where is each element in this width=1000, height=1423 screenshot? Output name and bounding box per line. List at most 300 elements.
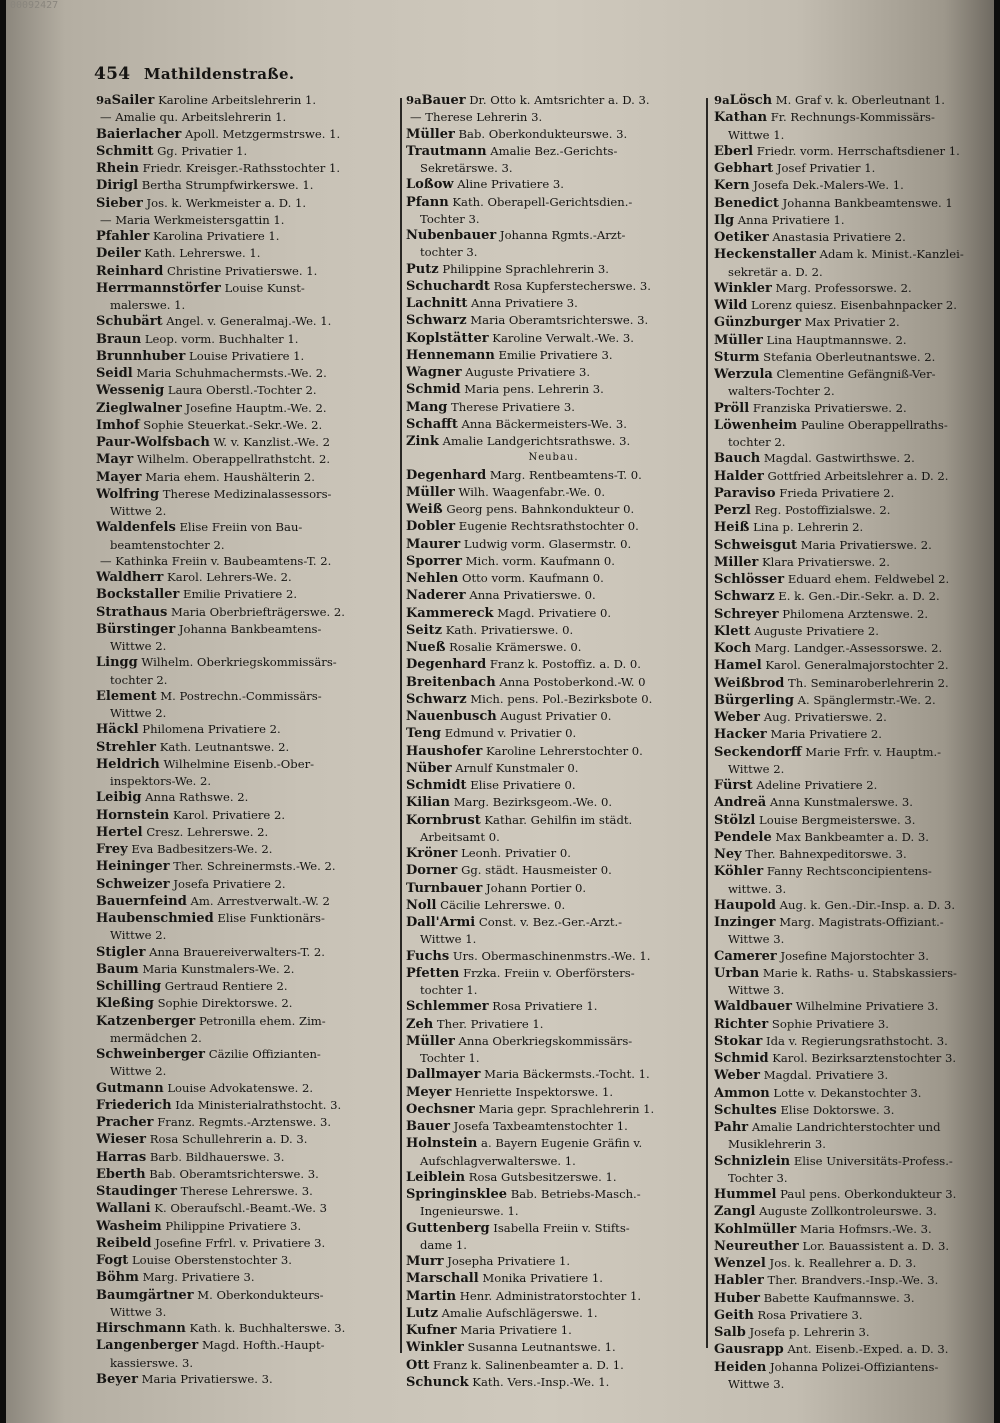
resident-name: Imhof bbox=[96, 417, 140, 433]
resident-name: Schwarz bbox=[406, 313, 467, 329]
entry-continuation bbox=[406, 829, 701, 845]
entry-text: Maria Privatierswe. 3. bbox=[141, 1371, 273, 1386]
entry-text: Anna Kunstmalerswe. 3. bbox=[769, 795, 913, 810]
resident-name: Hennemann bbox=[406, 347, 495, 363]
entry-continuation bbox=[96, 773, 396, 789]
column-divider bbox=[706, 98, 708, 1348]
directory-entry bbox=[406, 176, 701, 193]
directory-entry bbox=[714, 468, 984, 485]
directory-entry bbox=[714, 400, 984, 417]
resident-name: Dorner bbox=[406, 863, 458, 879]
resident-name: Sturm bbox=[714, 349, 760, 365]
entry-text: Maria Kunstmalers-We. 2. bbox=[142, 961, 295, 976]
resident-name: Paraviso bbox=[714, 485, 776, 501]
entry-text: walters-Tochter 2. bbox=[728, 384, 835, 399]
resident-name: Paur-Wolfsbach bbox=[96, 435, 210, 450]
resident-name: Teng bbox=[406, 726, 441, 742]
entry-text: Eva Badbesitzers-We. 2. bbox=[131, 842, 273, 856]
directory-entry bbox=[714, 914, 984, 931]
resident-name: Richter bbox=[714, 1016, 769, 1032]
entry-text: Therese Lehrerswe. 3. bbox=[180, 1184, 313, 1198]
resident-name: Noll bbox=[406, 897, 437, 913]
entry-text: Cresz. Lehrerswe. 2. bbox=[146, 824, 269, 839]
directory-entry bbox=[714, 623, 984, 640]
resident-name: Hornstein bbox=[96, 807, 170, 823]
entry-text: mermädchen 2. bbox=[110, 1030, 202, 1045]
directory-entry bbox=[714, 297, 984, 314]
directory-entry bbox=[406, 1118, 701, 1135]
entry-continuation bbox=[96, 1304, 396, 1320]
resident-name: Köhler bbox=[714, 864, 764, 880]
entry-continuation bbox=[96, 927, 396, 943]
entry-continuation bbox=[714, 1136, 984, 1152]
entry-text: Maria Oberamtsrichterswe. 3. bbox=[470, 313, 649, 328]
entry-text: Karol. Bezirksarztenstochter 3. bbox=[772, 1051, 957, 1065]
directory-entry bbox=[714, 1186, 984, 1203]
entry-text: Sekretärswe. 3. bbox=[420, 161, 513, 175]
resident-name: Nehlen bbox=[406, 571, 459, 586]
directory-entry bbox=[714, 965, 984, 982]
entry-text: Maria Oberbriefträgerswe. 2. bbox=[171, 604, 345, 619]
directory-entry bbox=[96, 195, 396, 212]
entry-text: Wilhelm. Oberkriegskommissärs- bbox=[141, 655, 337, 670]
entry-continuation bbox=[714, 127, 984, 143]
resident-name: Baumgärtner bbox=[96, 1287, 194, 1303]
directory-entry bbox=[96, 756, 396, 773]
directory-entry bbox=[714, 777, 984, 794]
resident-name: Stölzl bbox=[714, 812, 756, 828]
directory-entry bbox=[714, 1203, 984, 1220]
resident-name: Häckl bbox=[96, 722, 139, 738]
resident-name: Kufner bbox=[406, 1323, 457, 1338]
entry-text: Sophie Direktorswe. 2. bbox=[157, 996, 293, 1011]
resident-name: Wallani bbox=[96, 1201, 151, 1217]
entry-text: Clementine Gefängniß-Ver- bbox=[776, 367, 936, 381]
resident-name: Zeh bbox=[406, 1016, 434, 1032]
directory-entry bbox=[96, 1131, 396, 1148]
entry-text: Cäzilie Offizianten- bbox=[208, 1047, 321, 1061]
resident-name: Hertel bbox=[96, 824, 143, 840]
resident-name: Naderer bbox=[406, 588, 466, 604]
resident-name: Wolfring bbox=[96, 486, 160, 502]
resident-name: Nueß bbox=[406, 640, 446, 655]
directory-entry bbox=[406, 484, 701, 501]
entry-text: Lotte v. Dekanstochter 3. bbox=[773, 1085, 922, 1100]
resident-name: Harras bbox=[96, 1149, 147, 1165]
entry-text: Aug. k. Gen.-Dir.-Insp. a. D. 3. bbox=[779, 897, 956, 912]
directory-entry bbox=[406, 416, 701, 433]
resident-name: Reinhard bbox=[96, 263, 164, 279]
resident-name: Reibeld bbox=[96, 1235, 152, 1251]
entry-text: Philomena Arztenswe. 2. bbox=[782, 606, 929, 621]
entry-text: Wilhelmine Eisenb.-Ober- bbox=[163, 756, 315, 771]
directory-entry bbox=[406, 1270, 701, 1287]
resident-name: Hirschmann bbox=[96, 1321, 186, 1336]
entry-continuation bbox=[714, 761, 984, 777]
entry-text: Urs. Obermaschinenmstrs.-We. 1. bbox=[452, 948, 651, 963]
directory-entry bbox=[406, 794, 701, 811]
directory-entry bbox=[406, 708, 701, 725]
directory-entry bbox=[96, 280, 396, 297]
resident-name: Pahr bbox=[714, 1120, 749, 1135]
directory-entry bbox=[96, 417, 396, 434]
resident-name: Ilg bbox=[714, 212, 735, 228]
directory-entry bbox=[714, 709, 984, 726]
entry-text: Fr. Rechnungs-Kommissärs- bbox=[770, 110, 935, 125]
directory-entry bbox=[406, 536, 701, 553]
directory-entry bbox=[714, 1324, 984, 1341]
directory-entry bbox=[406, 605, 701, 622]
resident-name: Weiß bbox=[406, 502, 443, 517]
entry-text: Therese Privatiere 3. bbox=[451, 399, 575, 414]
resident-name: Schmid bbox=[406, 382, 461, 398]
entry-text: Wittwe 2. bbox=[110, 639, 167, 653]
resident-name: Fürst bbox=[714, 778, 753, 793]
entry-text: Louise Advokatenswe. 2. bbox=[167, 1080, 314, 1095]
resident-name: Wenzel bbox=[714, 1256, 766, 1271]
directory-entry bbox=[406, 1186, 701, 1203]
entry-text: Maria Hofmsrs.-We. 3. bbox=[799, 1221, 932, 1236]
resident-name: Kern bbox=[714, 178, 750, 194]
entry-text: dame 1. bbox=[420, 1237, 467, 1252]
house-number: 9a bbox=[714, 93, 730, 107]
resident-name: Hummel bbox=[714, 1187, 777, 1202]
resident-name: Eberl bbox=[714, 143, 754, 159]
directory-entry bbox=[96, 92, 396, 109]
entry-text: Marg. Landger.-Assessorswe. 2. bbox=[754, 641, 943, 655]
resident-name: Müller bbox=[714, 332, 763, 348]
entry-continuation bbox=[406, 1153, 701, 1169]
entry-text: Babette Kaufmannswe. 3. bbox=[763, 1290, 915, 1305]
entry-text: Otto vorm. Kaufmann 0. bbox=[461, 571, 604, 585]
entry-text: Cäcilie Lehrerswe. 0. bbox=[440, 897, 566, 912]
resident-name: Bockstaller bbox=[96, 587, 180, 603]
entry-text: wittwe. 3. bbox=[728, 881, 787, 896]
resident-name: Miller bbox=[714, 554, 759, 570]
entry-text: Fanny Rechtsconcipientens- bbox=[766, 864, 932, 879]
directory-entry bbox=[714, 675, 984, 692]
resident-name: Katzenberger bbox=[96, 1013, 196, 1029]
entry-text: A. Spänglermstr.-We. 2. bbox=[797, 692, 936, 707]
entry-text: Gg. städt. Hausmeister 0. bbox=[461, 863, 612, 878]
entry-text: Leonh. Privatier 0. bbox=[461, 846, 571, 860]
entry-text: Bab. Betriebs-Masch.- bbox=[510, 1187, 641, 1201]
directory-entry bbox=[714, 588, 984, 605]
entry-text: Mich. pens. Pol.-Bezirksbote 0. bbox=[470, 691, 653, 706]
entry-text: sekretär a. D. 2. bbox=[728, 264, 823, 279]
directory-entry bbox=[714, 537, 984, 554]
directory-entry bbox=[96, 910, 396, 927]
entry-text: Isabella Freiin v. Stifts- bbox=[493, 1220, 630, 1235]
entry-text: Anna Privatiere 1. bbox=[737, 212, 845, 227]
resident-name: Mang bbox=[406, 399, 448, 415]
resident-name: Bauer bbox=[406, 1119, 450, 1134]
directory-entry bbox=[96, 961, 396, 978]
entry-continuation bbox=[406, 982, 701, 998]
resident-name: Schmid bbox=[714, 1051, 769, 1066]
entry-text: Magdal. Privatiere 3. bbox=[763, 1068, 889, 1083]
resident-name: Wessenig bbox=[96, 383, 165, 399]
entry-text: Edmund v. Privatier 0. bbox=[444, 726, 577, 741]
resident-name: Meyer bbox=[406, 1084, 452, 1100]
directory-entry bbox=[96, 348, 396, 365]
entry-text: Karoline Lehrerstochter 0. bbox=[486, 743, 643, 758]
entry-continuation bbox=[714, 881, 984, 897]
resident-name: Element bbox=[96, 688, 157, 704]
entry-continuation bbox=[406, 1203, 701, 1219]
entry-text: Philomena Privatiere 2. bbox=[142, 722, 281, 737]
directory-entry bbox=[96, 858, 396, 875]
resident-name: Müller bbox=[406, 484, 455, 500]
directory-entry bbox=[96, 365, 396, 382]
directory-entry bbox=[714, 143, 984, 160]
entry-text: Anna Brauereiverwalters-T. 2. bbox=[149, 944, 325, 959]
resident-name: Oetiker bbox=[714, 230, 769, 245]
entry-text: Ant. Eisenb.-Exped. a. D. 3. bbox=[787, 1342, 949, 1357]
entry-text: Adam k. Minist.-Kanzlei- bbox=[819, 247, 964, 262]
directory-entry bbox=[406, 1374, 701, 1391]
resident-name: Winkler bbox=[406, 1340, 464, 1356]
directory-entry bbox=[406, 1101, 701, 1118]
entry-text: Philippine Sprachlehrerin 3. bbox=[442, 261, 609, 276]
directory-entry bbox=[96, 382, 396, 399]
entry-continuation bbox=[406, 1050, 701, 1066]
entry-text: Ida Ministerialrathstocht. 3. bbox=[175, 1097, 342, 1112]
entry-text: Wittwe 3. bbox=[728, 1376, 785, 1391]
resident-name: Haupold bbox=[714, 897, 776, 913]
entry-text: Ingenieurswe. 1. bbox=[420, 1204, 519, 1219]
entry-text: Kath. Lehrerswe. 1. bbox=[144, 246, 261, 261]
resident-name: Urban bbox=[714, 965, 760, 981]
resident-name: Schweinberger bbox=[96, 1047, 206, 1062]
entry-text: Louise Bergmeisterswe. 3. bbox=[759, 812, 916, 827]
entry-text: Auguste Zollkontroleurswe. 3. bbox=[759, 1204, 937, 1219]
entry-text: Musiklehrerin 3. bbox=[728, 1137, 826, 1152]
resident-name: Nüber bbox=[406, 760, 452, 776]
entry-text: Mich. vorm. Kaufmann 0. bbox=[465, 553, 615, 568]
directory-entry bbox=[96, 893, 396, 910]
entry-continuation bbox=[406, 211, 701, 227]
resident-name: Fuchs bbox=[406, 948, 450, 964]
resident-name: Weber bbox=[714, 710, 761, 725]
directory-entry bbox=[96, 688, 396, 705]
directory-entry bbox=[96, 586, 396, 603]
resident-name: Weißbrod bbox=[714, 675, 785, 691]
entry-text: Gg. Privatier 1. bbox=[157, 143, 248, 158]
entry-text: Lina p. Lehrerin 2. bbox=[753, 520, 864, 535]
directory-entry bbox=[406, 587, 701, 604]
directory-entry bbox=[714, 109, 984, 126]
directory-entry bbox=[96, 331, 396, 348]
entry-text: Karol. Generalmajorstochter 2. bbox=[765, 658, 949, 673]
directory-entry bbox=[96, 1097, 396, 1114]
directory-entry bbox=[96, 1080, 396, 1097]
entry-text: Anna Privatierswe. 0. bbox=[469, 588, 596, 603]
entry-text: Josefine Majorstochter 3. bbox=[780, 948, 929, 963]
entry-text: Kathar. Gehilfin im städt. bbox=[484, 812, 633, 827]
resident-name: Friederich bbox=[96, 1097, 172, 1113]
entry-text: Wittwe 2. bbox=[110, 1064, 167, 1079]
entry-text: Josefine Frfrl. v. Privatiere 3. bbox=[155, 1235, 326, 1250]
entry-text: Anna Postoberkond.-W. 0 bbox=[499, 674, 646, 689]
entry-text: Auguste Privatiere 3. bbox=[465, 365, 591, 379]
entry-text: Aufschlagverwalterswe. 1. bbox=[420, 1153, 576, 1168]
resident-name: Sporrer bbox=[406, 553, 462, 569]
directory-entry bbox=[714, 314, 984, 331]
entry-text: Rosa Privatiere 3. bbox=[757, 1307, 863, 1322]
entry-text: Petronilla ehem. Zim- bbox=[198, 1013, 326, 1028]
resident-name: Marschall bbox=[406, 1271, 479, 1287]
resident-name: Huber bbox=[714, 1290, 760, 1306]
entry-text: Josef Privatier 1. bbox=[776, 161, 876, 175]
directory-entry bbox=[406, 261, 701, 278]
resident-name: Rhein bbox=[96, 161, 139, 176]
directory-entry bbox=[96, 1320, 396, 1337]
resident-name: Kilian bbox=[406, 795, 450, 811]
directory-entry bbox=[96, 876, 396, 893]
entry-text: Franz k. Postoffiz. a. D. 0. bbox=[489, 657, 641, 672]
entry-text: Rosa Kupferstecherswe. 3. bbox=[493, 278, 651, 293]
resident-name: Stokar bbox=[714, 1033, 763, 1049]
entry-text: M. Oberkondukteurs- bbox=[197, 1287, 324, 1302]
entry-continuation bbox=[96, 672, 396, 688]
directory-entry bbox=[96, 109, 396, 125]
directory-entry bbox=[96, 1337, 396, 1354]
resident-name: Ammon bbox=[714, 1085, 770, 1101]
resident-name: Kornbrust bbox=[406, 812, 481, 828]
directory-entry bbox=[96, 1200, 396, 1217]
resident-name: Heldrich bbox=[96, 756, 160, 772]
entry-continuation bbox=[714, 982, 984, 998]
entry-continuation bbox=[96, 1030, 396, 1046]
resident-name: Wieser bbox=[96, 1132, 147, 1148]
directory-entry bbox=[406, 1253, 701, 1270]
page-header bbox=[94, 64, 294, 84]
entry-text: Ther. Bahnexpeditorswe. 3. bbox=[745, 847, 907, 861]
resident-name: Schilling bbox=[96, 979, 162, 994]
directory-entry bbox=[406, 914, 701, 931]
entry-text: Gertraud Rentiere 2. bbox=[164, 979, 288, 993]
resident-name: Schultes bbox=[714, 1102, 777, 1118]
directory-entry bbox=[406, 880, 701, 897]
directory-entry bbox=[714, 450, 984, 467]
directory-entry bbox=[96, 1252, 396, 1269]
entry-text: Marg. Professorswe. 2. bbox=[775, 280, 912, 295]
directory-entry bbox=[96, 263, 396, 280]
directory-entry bbox=[714, 1016, 984, 1033]
directory-entry bbox=[406, 674, 701, 691]
resident-name: Leibig bbox=[96, 790, 142, 806]
resident-name: Kohlmüller bbox=[714, 1221, 797, 1237]
directory-entry bbox=[96, 1046, 396, 1063]
directory-entry bbox=[406, 109, 701, 125]
directory-entry bbox=[406, 743, 701, 760]
resident-name: Pröll bbox=[714, 400, 750, 416]
entry-text: Kath. Oberapell-Gerichtsdien.- bbox=[452, 194, 633, 209]
directory-entry bbox=[406, 1305, 701, 1322]
directory-entry bbox=[406, 948, 701, 965]
entry-text: Ther. Privatiere 1. bbox=[436, 1016, 544, 1031]
directory-entry bbox=[406, 570, 701, 587]
entry-text: Rosalie Krämerswe. 0. bbox=[449, 640, 582, 654]
entry-text: Bab. Oberkondukteurswe. 3. bbox=[458, 126, 628, 141]
entry-text: Anna Oberkriegskommissärs- bbox=[458, 1033, 633, 1048]
directory-entry bbox=[714, 212, 984, 229]
entry-continuation bbox=[96, 537, 396, 553]
column-2 bbox=[406, 92, 701, 1391]
directory-entry bbox=[406, 622, 701, 639]
directory-entry bbox=[96, 451, 396, 468]
entry-text: Anna Rathswe. 2. bbox=[145, 790, 249, 805]
directory-entry bbox=[714, 897, 984, 914]
resident-name: Beyer bbox=[96, 1371, 138, 1387]
entry-text: Frzka. Freiin v. Oberförsters- bbox=[463, 965, 635, 980]
directory-entry bbox=[406, 399, 701, 416]
entry-text: Elise Universitäts-Profess.- bbox=[793, 1153, 953, 1168]
resident-name: Fogt bbox=[96, 1253, 129, 1268]
entry-text: Johann Portier 0. bbox=[486, 880, 587, 895]
entry-continuation bbox=[96, 297, 396, 313]
directory-entry bbox=[96, 1269, 396, 1286]
directory-entry bbox=[96, 1166, 396, 1183]
entry-text: Ida v. Regierungsrathstocht. 3. bbox=[766, 1033, 948, 1048]
entry-text: Marg. Rentbeamtens-T. 0. bbox=[489, 467, 642, 482]
entry-text: tochter 3. bbox=[420, 245, 478, 260]
resident-name: Müller bbox=[406, 126, 455, 142]
resident-name: Murr bbox=[406, 1254, 444, 1269]
entry-text: Wittwe 1. bbox=[728, 127, 785, 142]
resident-name: Schwarz bbox=[714, 589, 775, 605]
directory-entry bbox=[96, 313, 396, 330]
directory-entry bbox=[714, 1033, 984, 1050]
resident-name: Ott bbox=[406, 1357, 430, 1373]
resident-name: Schweisgut bbox=[714, 537, 798, 553]
resident-name: Putz bbox=[406, 261, 439, 277]
directory-entry bbox=[714, 692, 984, 709]
resident-name: Strathaus bbox=[96, 604, 168, 620]
resident-name: Bürgerling bbox=[714, 692, 794, 708]
entry-text: Johanna Bankbeamtenswe. 1 bbox=[782, 195, 953, 210]
resident-name: Werzula bbox=[714, 367, 773, 382]
resident-name: Gutmann bbox=[96, 1080, 164, 1096]
resident-name: Bauer bbox=[421, 93, 466, 108]
directory-entry bbox=[406, 1322, 701, 1339]
directory-entry bbox=[714, 1153, 984, 1170]
directory-entry bbox=[714, 1255, 984, 1272]
entry-text: Marg. Magistrats-Offiziant.- bbox=[779, 915, 944, 929]
directory-entry bbox=[714, 417, 984, 434]
entry-text: Elise Freiin von Bau- bbox=[179, 520, 303, 535]
resident-name: Eberth bbox=[96, 1166, 146, 1182]
entry-text: Karoline Arbeitslehrerin 1. bbox=[158, 93, 317, 107]
directory-entry bbox=[406, 1220, 701, 1237]
directory-page bbox=[6, 0, 994, 1423]
directory-entry bbox=[96, 400, 396, 417]
entry-text: Rosa Privatiere 1. bbox=[492, 999, 598, 1014]
directory-entry bbox=[714, 829, 984, 846]
entry-text: tochter 2. bbox=[110, 672, 168, 687]
directory-entry bbox=[96, 212, 396, 228]
resident-name: Loßow bbox=[406, 177, 454, 193]
directory-entry bbox=[96, 978, 396, 995]
resident-name: Pracher bbox=[96, 1115, 154, 1130]
resident-name: Baierlacher bbox=[96, 126, 182, 142]
directory-entry bbox=[714, 1119, 984, 1136]
directory-entry bbox=[406, 760, 701, 777]
entry-text: Ludwig vorm. Glasermstr. 0. bbox=[463, 536, 632, 551]
entry-text: Therese Medizinalassessors- bbox=[162, 486, 332, 501]
entry-text: Wittwe 2. bbox=[110, 706, 167, 720]
